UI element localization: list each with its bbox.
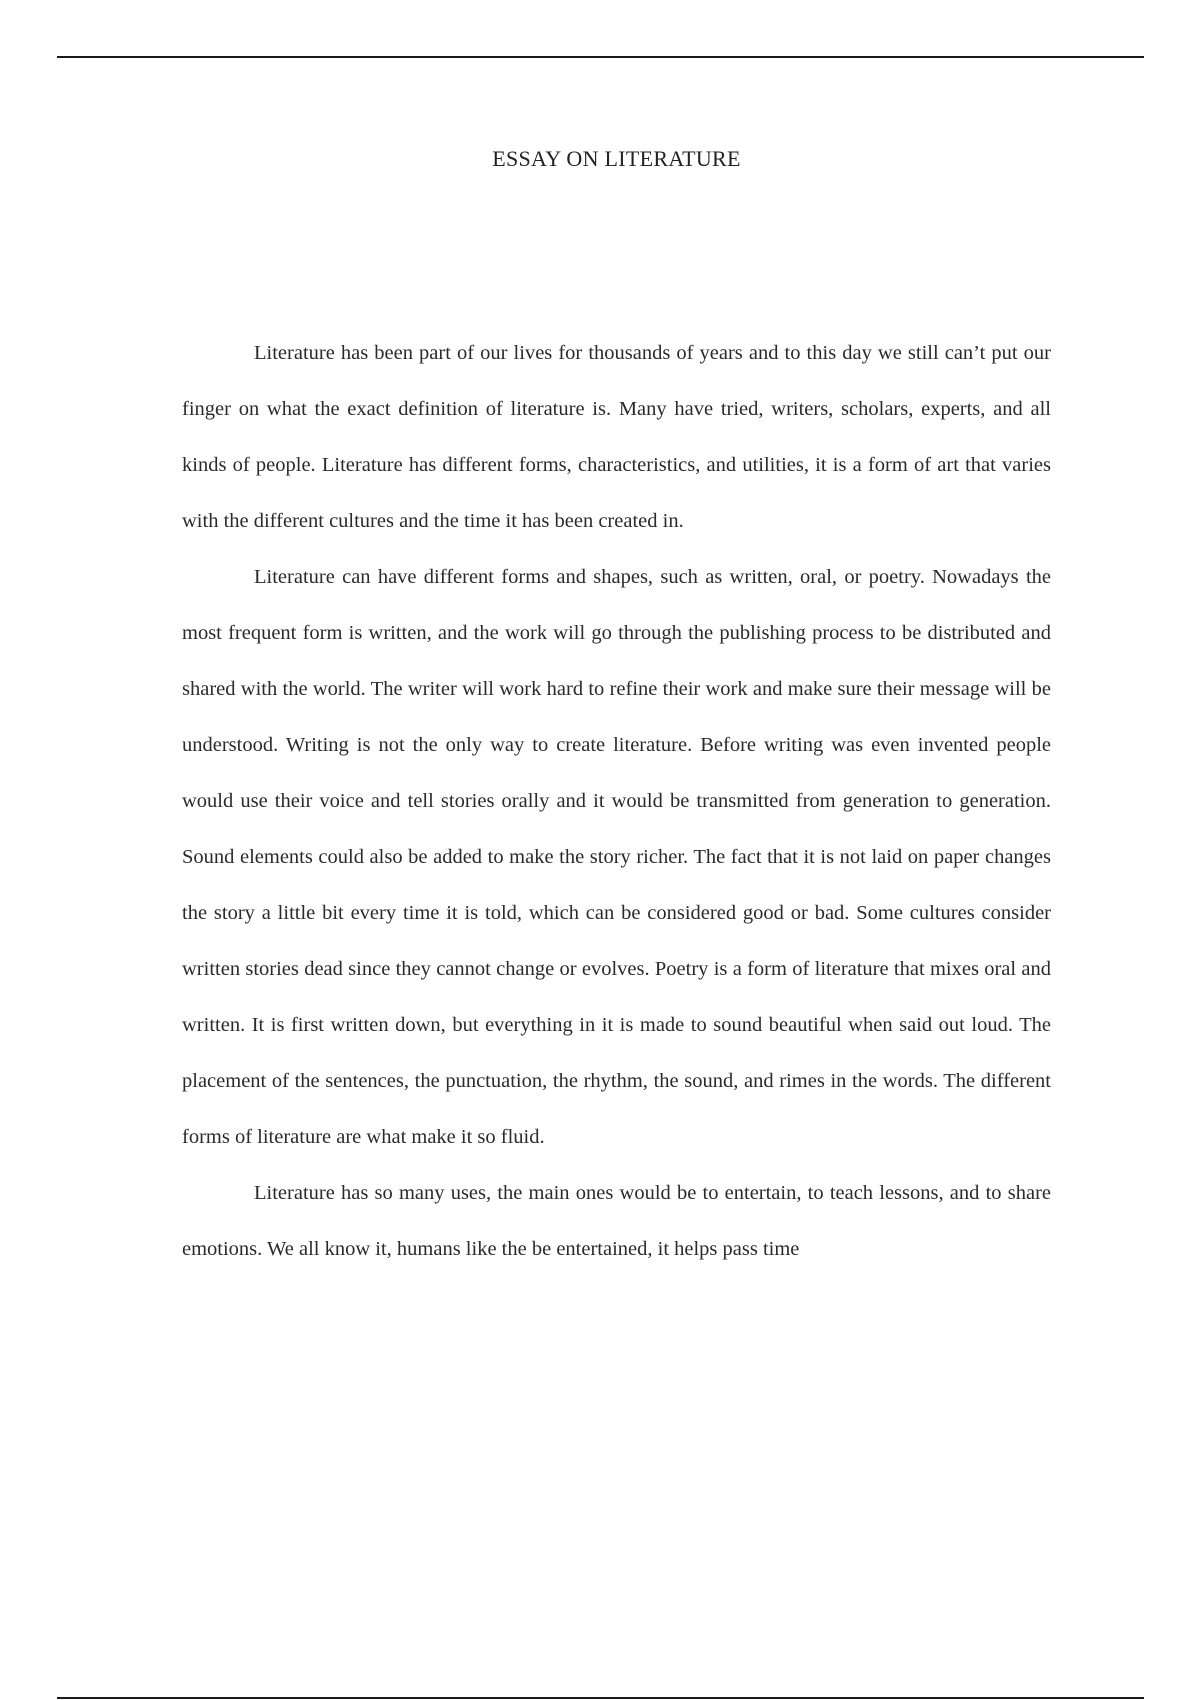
paragraph-uses: Literature has so many uses, the main ones would be to entertain, to teach lessons, and to share emotions. We all know it, humans like the be entertained, it helps pass time xyxy=(182,1182,1051,1260)
document-title: ESSAY ON LITERATURE xyxy=(492,146,741,171)
header-rule xyxy=(57,56,1144,58)
essay-body xyxy=(182,325,1051,1277)
footer-rule xyxy=(57,1697,1144,1699)
paragraph-forms: Literature can have different forms and shapes, such as written, oral, or poetry. Nowadays the most frequent form is written, and the work will go through the publishing process to be distributed and shared with the world. The writer will work hard to refine their work and make sure their message will be understood. Writing is not the only way to create literature. Before writing was even invented people would use their voice and tell stories orally and it would be transmitted from generation to generation. Sound elements could also be added to make the story richer. The fact that it is not laid on paper changes the story a little bit every time it is told, which can be considered good or bad. Some cultures consider written stories dead since they cannot change or evolves. Poetry is a form of literature that mixes oral and written. It is first written down, but everything in it is made to sound beautiful when said out loud. The placement of the sentences, the punctuation, the rhythm, the sound, and rimes in the words. The different forms of literature are what make it so fluid. xyxy=(182,566,1051,1148)
paragraph-intro: Literature has been part of our lives for thousands of years and to this day we still can’t put our finger on what the exact definition of literature is. Many have tried, writers, scholars, experts, and all kinds of people. Literature has different forms, characteristics, and utilities, it is a form of art that varies with the different cultures and the time it has been created in. xyxy=(182,342,1051,532)
